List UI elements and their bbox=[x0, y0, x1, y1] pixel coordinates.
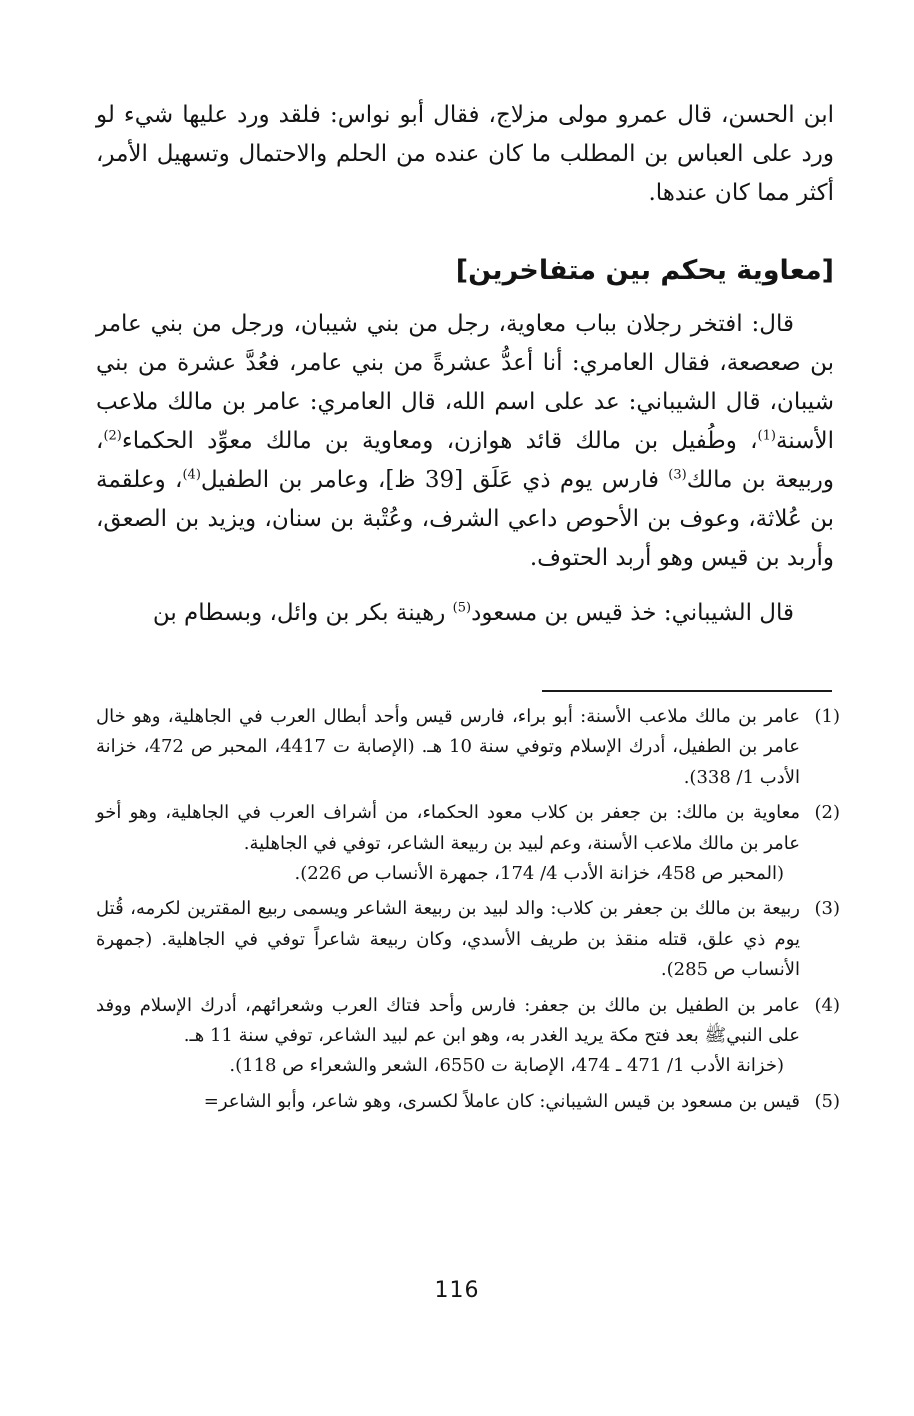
footnote-ref-3[interactable]: (3) bbox=[668, 467, 687, 483]
footnote-ref-5[interactable]: (5) bbox=[452, 600, 472, 616]
section-heading: [معاوية يحكم بين متفاخرين] bbox=[455, 255, 834, 286]
footnote-number: (1) bbox=[814, 706, 840, 727]
paragraph-text: ، وطُفيل بن مالك قائد هوازن، ومعاوية بن مالك معوِّد الحكماء bbox=[121, 428, 758, 454]
footnote-number: (3) bbox=[814, 898, 840, 920]
footnote-body bbox=[96, 798, 800, 889]
footnote-number: (2) bbox=[814, 802, 840, 824]
footnote-number: (5) bbox=[814, 1090, 840, 1112]
main-text bbox=[96, 96, 834, 633]
page-number: 116 bbox=[434, 1278, 480, 1303]
footnote-text: معاوية بن مالك: بن جعفر بن كلاب معود الحكماء، من أشراف العرب في الجاهلية، وهو أخو عامر بن مالك ملاعب الأسنة، وعم لبيد بن ربيعة الشاعر، توفي في الجاهلية. bbox=[96, 802, 800, 854]
footnote-ref-4[interactable]: (4) bbox=[182, 467, 201, 483]
footnote-text: عامر بن الطفيل بن مالك بن جعفر: فارس وأحد فتاك العرب وشعرائهم، أدرك الإسلام ووفد على النبيﷺ بعد فتح مكة يريد الغدر به، وهو ابن عم لبيد الشاعر، توفي سنة 11 هـ. bbox=[96, 994, 800, 1047]
footnote-body bbox=[96, 702, 800, 793]
paragraph-text: ، وعلقمة بن عُلاثة، وعوف بن الأحوص داعي الشرف، وعُتْبة بن سنان، ويزيد بن الصعق، وأربد بن قيس وهو أربد الحتوف. bbox=[96, 467, 834, 571]
paragraph-shaybani bbox=[96, 594, 834, 633]
footnote-ref-1[interactable]: (1) bbox=[757, 428, 776, 444]
paragraph-text: قال: افتخر رجلان بباب معاوية، رجل من بني شيبان، ورجل من بني عامر بن صعصعة، فقال العامري: أنا أعدُّ عشرةً من بني عامر، فعُدَّ عشرة من بني شيبان، قال الشيباني: عد على اسم الله، قال العامري: عامر بن مالك ملاعب الأسنة bbox=[96, 311, 834, 454]
footnote-sources: (خزانة الأدب 1/ 471 ـ 474، الإصابة ت 6550، الشعر والشعراء ص 118). bbox=[229, 1055, 784, 1077]
footnote-text: ربيعة بن مالك بن جعفر بن كلاب: والد لبيد بن ربيعة الشاعر ويسمى ربيع المقترين لكرمه، قُتل يوم ذي علق، قتله منقذ بن طريف الأسدي، وكان ربيعة شاعراً توفي في الجاهلية. (جمهرة الأنساب ص 285). bbox=[96, 898, 800, 981]
footnote-divider bbox=[542, 690, 832, 692]
footnotes bbox=[96, 702, 840, 1122]
footnote-text: عامر بن مالك ملاعب الأسنة: أبو براء، فارس قيس وأحد أبطال العرب في الجاهلية، وهو خال عامر بن الطفيل، أدرك الإسلام وتوفي سنة 10 هـ. (الإصابة ت 4417، المحبر ص 472، خزانة الأدب 1/ 338). bbox=[96, 706, 800, 788]
paragraph-boasting bbox=[96, 305, 834, 578]
footnote-ref-2[interactable]: (2) bbox=[103, 428, 122, 444]
intro-paragraph: ابن الحسن، قال عمرو مولى مزلاج، فقال أبو نواس: فلقد ورد عليها شيء لو ورد على العباس بن المطلب ما كان عنده من الحلم والاحتمال وتسهيل الأمر، أكثر مما كان عندها. bbox=[96, 102, 834, 206]
footnote-5 bbox=[96, 1087, 840, 1117]
footnote-sources: (المحبر ص 458، خزانة الأدب 4/ 174، جمهرة الأنساب ص 226). bbox=[294, 863, 784, 885]
footnote-4 bbox=[96, 991, 840, 1082]
footnote-text: قيس بن مسعود بن قيس الشيباني: كان عاملاً لكسرى، وهو شاعر، وأبو الشاعر= bbox=[203, 1090, 800, 1112]
footnote-3 bbox=[96, 894, 840, 985]
footnote-1 bbox=[96, 702, 840, 793]
footnote-2 bbox=[96, 798, 840, 889]
paragraph-text: رهينة بكر بن وائل، وبسطام بن bbox=[152, 600, 453, 626]
paragraph-text: فارس يوم ذي عَلَق [39 ظ]، وعامر بن الطفيل bbox=[200, 467, 669, 493]
paragraph-text: قال الشيباني: خذ قيس بن مسعود bbox=[471, 600, 794, 626]
footnote-body bbox=[96, 1087, 800, 1117]
footnote-body bbox=[96, 894, 800, 985]
paragraph-text: ، وربيعة بن مالك bbox=[96, 428, 834, 493]
footnote-number: (4) bbox=[814, 994, 840, 1016]
footnote-body bbox=[96, 991, 800, 1082]
